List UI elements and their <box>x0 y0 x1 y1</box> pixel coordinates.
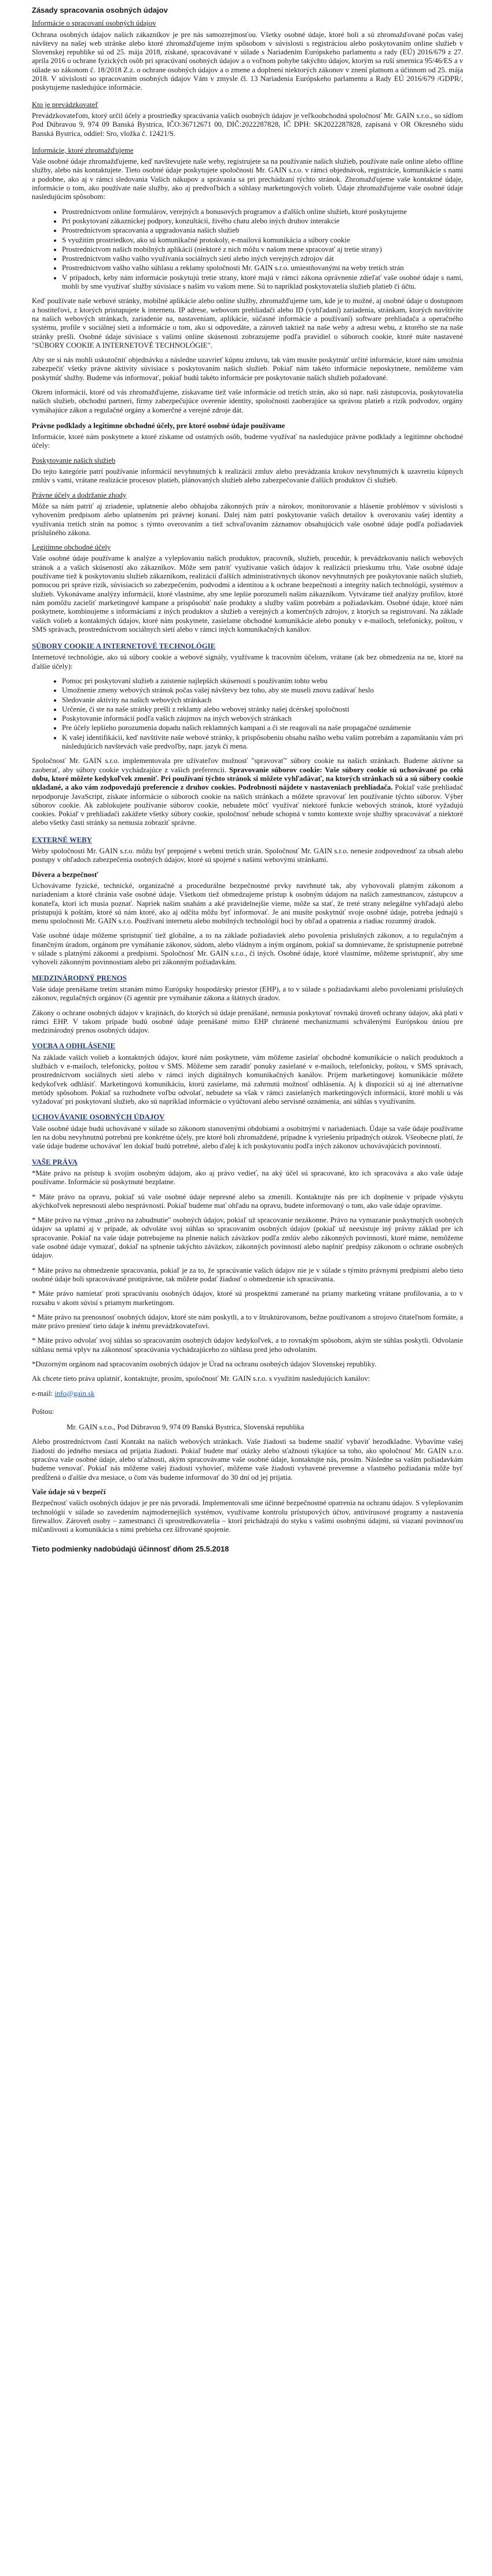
email-line <box>32 1390 463 1398</box>
list-item: • Pomoc pri poskytovaní služieb a zaistenie najlepších skúseností s používaním tohto webu <box>62 677 463 686</box>
subheading-trust-security: Dôvera a bezpečnosť <box>32 870 98 879</box>
paragraph: Vaše osobné údaje môžeme spristupniť tiež globálne, a to na základe požiadaviek alebo povolenia príslušných zákonov, a to regulačným a finančným úradom, orgánom pre vymáhanie zákonov, súdom, alebo vládnym a iným orgánom, pokiaľ sa domnievame, že spristupnenie potrebné v súlade s platnými zákonmi a predpismi. Spoločnosť Mr. GAIN s.r.o., či iných. Osobné údaje, ktoré vlastníme, môžeme spristupniť, aby sme vyhoveli zákonným povinnostiam alebo pri zákonným požiadavkám. <box>32 931 463 967</box>
list-item: • Prostredníctvom vašho vašho súhlasu a reklamy spoločnosti Mr. GAIN s.r.o. umiestňovanými na weby tretích strán <box>62 264 463 272</box>
paragraph: Vaše osobné údaje používame k analýze a vylepšovaniu našich produktov, pracovník, služieb, procedúr, k prevádzkovaniu našich webových stránok a a vašich skúseností ako zákazníkov. Môže sem patriť využívanie vašich údajov k realizácii prieskumu trhu. Vaše osobné údaje používame tiež k poskytovaniu služieb zákazníkom, realizácií ďalších administratívnych úkonov nevyhnutných pre poskytovanie našich služieb, pomocou pri správe rizík, súvisiacich so zabezpečením, podvodmi a identitou a k ochrane bezpečnosti a integrity našich technológií, systémov a služieb. Vykonávame analýzy informácií, ktoré vlastníme, aby sme lepšie porozumeli našim zákazníkom. Vytvárame tiež analýzy profilov, ktoré nám pomôžu zacieliť marketingové kampane a prispôsobiť naše produkty a služby vašim potrebám a požiadavkám. Osobné údaje, ktoré nám poskytnete, kombinujeme s informáciami z iných produktov a služieb a verejných a komerčných zdrojov, z ktorých sa registrovaní. Na základe vašich volieb a kontaktných údajov, ktoré nám poskytnete, zasielame obchodné komunikácie alebo ponuky v e-mailoch, telefonicky, poštou, v SMS správach, prostredníctvom sociálnych sietí alebo v rámci iných komunikačných kanálov. <box>32 554 463 633</box>
list-item: • Prostredníctvom online formulárov, verejných a bonusových programov a ďalších online služieb, ktoré poskytujeme <box>62 208 463 216</box>
paragraph: * Máte právo na prenosnosť osobných údajov, ktoré ste nám poskytli, a to v štruktúrovanom, bežne používanom a strojovo čitateľnom formáte, a máte právo preniesť tieto údaje k inému prevádzkovateľovi. <box>32 1313 463 1331</box>
list-item: • K vašej identifikácii, keď navštívite naše webové stránky, k prispôsobeniu obsahu našho webu vašim potrebám a zapamätaniu vám pri následujúcich navštevách vaše predvoľby, napr. jazyk či mena. <box>62 734 463 751</box>
paragraph: Môže sa nám patriť aj zriadenie, uplatnenie alebo obhajoba zákonných práv a nárokov, monitorovanie a hlásenie problémov v súvislosti s vyhovením predpisom alebo uplatnením pri právnej konaní. Dalej nám patrí poskytovanie vašich detailov k overovaniu vašej identity a využívania tretích strán na pomoc s týmto overovaním a tiež schvaľovaním záznamov obsahujúcich vaše osobné údaje podľa požiadaviek príslušného zákona. <box>32 502 463 537</box>
list-item: • Prostredníctvom spracovania a upgradovania našich služieb <box>62 226 463 235</box>
paragraph: * Máte právo na obmedzenie spracovania, pokiaľ je za to, že spracúvanie vašich údajov nie je v súlade s týmito právnymi predpismi alebo tieto osobné údaje boli spracovávané protiprávne, tak môžete podať žiadosť o obmedzenie ich spracúvania. <box>32 1266 463 1283</box>
list-item: • S využitím prostriedkov, ako sú komunikačné protokoly, e-mailová komunikácia a súbory cookie <box>62 236 463 245</box>
collection-methods-list <box>32 208 463 292</box>
subheading-data-safe: Vaše údaje sú v bezpečí <box>32 1487 106 1496</box>
section-heading-processing-info: Informácie o spracovaní osobných údajov <box>32 19 156 28</box>
text-span: Spoločnosť Mr. GAIN s.r.o. implementovala pre užívateľov možnosť "spravovať" súbory cookie na našich stránkach. Budeme aktívne sa zaoberať, aby súbory cookie vychádzajúce z vašich preferencii. <box>32 757 463 774</box>
effective-date-footer: Tieto podmienky nadobúdajú účinnosť dňom 25.5.2018 <box>32 1545 229 1554</box>
paragraph: Ak chcete tieto práva uplatniť, kontaktujte, prosím, spoločnosť Mr. GAIN s.r.o. s využitím nasledujúcich kanálov: <box>32 1374 370 1383</box>
paragraph: Na základe vašich volieb a kontaktných údajov, ktoré nám poskytnete, vám môžeme zasielať obchodné komunikácie o našich produktoch a službách v e-mailoch, telefonicky, poštou v SMS. Môžeme sem zaradiť ponuky zasielané v e-mailoch, telefonicky, poštou, v SMS správach, prostredníctvom sociálnych sietí alebo v rámci iných digitálnych komunikačných kanálov. Prijem marketingovej komunikácie môžete kedykoľvek odhlásiť. Marketingovú komunikáciu, ktorú zasielame, má zahrnutú možnosť odhlásenia. Aj k dispozícii sú aj iné alternatívne metódy spôsobom. Pokiaľ sa rozhodnete voľbu odvolať, nebudete sa však v rámci zasielaných marketingových informácii, ktoré mohli u vás vyžadovať pri poskytovaní služieb, ako sú napríklad informácie o vyúčtovaní alebo servisné oznámenia, ani súhlas s využívaním. <box>32 1053 463 1106</box>
document-title: Zásady spracovania osobných údajov <box>32 6 168 14</box>
paragraph: Aby ste si nás mohli uskutočniť objednávku a následne uzavrieť kúpnu zmluvu, tak vám musíte poskytnúť určité informácie, ktoré nám umožnia zabezpečiť všetky právne aktivity súvisiace s poskytovaním našich služieb. Pokiaľ nám takéto informácie neposkytnete, nemôžeme vám poskytnúť služby. Budeme vás informovať, pokiaľ budú takéto informácie pre poskytovanie našich služieb požadované. <box>32 356 463 382</box>
section-heading-external-web: EXTERNÉ WEBY <box>32 835 92 844</box>
list-item: • Pre účely lepšieho porozumenia dopadu našich reklamných kampaní a či ste reagovali na naše propagačné oznámenie <box>62 724 463 732</box>
list-item: • Sledovanie aktivity na našich webových stránkach <box>62 696 463 705</box>
section-heading-cookies: SÚBORY COOKIE A INTERNETOVÉ TECHNOLÓGIE <box>32 642 216 651</box>
paragraph: * Máte právo odvolať svoj súhlas so spracovaním osobných údajov kedykoľvek, a to rovnakým spôsobom, akým ste súhlas poskytli. Odvolanie súhlasu nemá vplyv na zákonnosť spracúvania vychádzajúceho zo súhlasu pred jeho odvolaním. <box>32 1336 463 1354</box>
cookie-purposes-list <box>32 677 463 751</box>
list-item: • Prostredníctvom vašho vašho využívania sociálnych sietí alebo iných verejných zdrojov dát <box>62 255 463 263</box>
paragraph: * Máte právo na výmaz „právo na zabudnutie" osobných údajov, pokiaľ už spracovanie nezákonne. Právo na vymazanie poskytnutých osobných údajov sa uplatní aj v prípade, ak odvoláte svoj súhlas so spracovaním osobných údajov (pokiaľ už neexistuje iný právny základ pre ich spracovanie. Pokiaľ na vaše údaje potrebujeme na plnenie našich záväzkov podľa zmlúv alebo zákonných povinností, ktoré máme, nemôžeme vaše osobné údaje vymazať, dokiaľ na splnenie takýchto záväzkov, zákonných povinností alebo naplniť predpisy zákonom o ochrane osobných údajov. <box>32 1216 463 1260</box>
section-heading-controller: Kto je prevádzkovateľ <box>32 100 98 109</box>
subheading-providing-services: Poskytovanie našich služieb <box>32 456 116 465</box>
paragraph: Zákony o ochrane osobných údajov v krajinách, do ktorých sú údaje prenášané, nemusia poskytovať rovnakú úroveň ochrany údajov, aká platí v rámci EHP. V takom prípade budú osobné údaje prenášané mimo EHP chránené mechanizmami schválenými Európskou úniou pre medzinárodný prenos osobných údajov. <box>32 1008 463 1035</box>
section-heading-collected-info: Informácie, ktoré zhromažďujeme <box>32 146 134 154</box>
paragraph <box>32 757 463 827</box>
paragraph: Vaše osobné údaje budú uchovávané v súlade so zákonom stanovenými obdobiami a osobitnými v nariadeniach. Údaje sa vaše údaje používame len na dobu nevyhnutnú potrebnú pre konkrétne účely, pre ktoré boli zhromaždené, prípadne k vyriešeniu prípadných otázok. Všeobecne platí, že vaše údaje budeme uchovávať len dokiaľ budú potrebné, alebo ďalej k ich poskytovaniu podľa iných zákonov uchovávajúcich povinností. <box>32 1124 463 1151</box>
paragraph: Internetové technológie, ako sú súbory cookie a webové signály, využívame k tracovním účelom, vrátane (ak bez obmedzenia na ne, ktoré na ďalšie účely): <box>32 653 463 670</box>
paragraph: Prevádzkovateľom, ktorý určil účely a prostriedky spracúvania vašich osobných údajov je veľkoobchodná spoločnosť Mr. GAIN s.r.o., so sídlom Pod Dúbravou 9, 974 09 Banská Bystrica, IČO:36712671 00, DIČ:2022287828, IČ DPH: SK2022287828, zapísaná v OR Okresného súdu Banská Bystrica, oddiel: Sro, vložka č. 12421/S. <box>32 111 463 138</box>
paragraph: Informácie, ktoré nám poskytnete a ktoré získame od ostatných osôb, budeme využívať na nasledujúce právne podklady a legitímne obchodné účely: <box>32 433 463 450</box>
list-item: • V prípadoch, keby nám informácie poskytujú tretie strany, ktoré majú v rámci zákona oprávnenie zdieľať vaše osobné údaje s nami, mohli by sme využívať služby súvisiace s našim vo vašom mene. Sú to napríklad poskytovatelia služieb platieb či účtu. <box>62 274 463 292</box>
section-heading-your-rights: VAŠE PRÁVA <box>32 1158 78 1166</box>
section-heading-legal-basis: Právne podklady a legitímne obchodné účely, pre ktoré osobné údaje používame <box>32 421 285 430</box>
paragraph: Bezpečnosť vašich osobných údajov je pre nás prvoradá. Implementovali sme účinné bezpečnostné opatrenia na ochranu údajov. S vylepšovaním technológií v súlade so zavedením najmodernejších systémov, využívame kontrolu prístupových účtov, antivírusové programy a nastavenia firewallov. Zároveň osoby – zamestnanci či sprostredkovatelia – ktorí prichádzajú do styku s vašimi osobnými údajmi, sú viazaní povinnosťou mlčanlivosti a komunikácia s nimi prebieha cez šifrované spojenie. <box>32 1499 463 1534</box>
paragraph: * Máte právo na opravu, pokiaľ sú vaše osobné údaje nepresné alebo sa zmenili. Kontaktujte nás pre ich doplnenie v prípade výskytu akýchkoľvek nepresností alebo nesprávností. Pokiaľ budeme mať ohľadu na opravu, budete informovaný o tom, ako vaše údaje opravíme. <box>32 1192 463 1210</box>
list-item: • Umožnenie zmeny webových stránok počas vašej návštevy bez toho, aby ste museli znovu zadávať heslo <box>62 686 463 695</box>
postal-address: Mr. GAIN s.r.o., Pod Dúbravou 9, 974 09 Banská Bystrica, Slovenská republika <box>67 1423 304 1432</box>
list-item: • Poskytovanie informácií podľa vašich záujmov na iných webových stránkach <box>62 714 463 723</box>
paragraph: *Dozorným orgánom nad spracovaním osobných údajov je Úrad na ochranu osobných údajov Slovenskej republiky. <box>32 1360 377 1368</box>
paragraph: *Máte právo na prístup k svojim osobným údajom, ako aj právo vedieť, na aký účel sú spracované, kto ich spracováva a ako vaše údaje používame. Informácie sú poskytnuté bezplatne. <box>32 1169 463 1186</box>
paragraph: Ochrana osobných údajov našich zákazníkov je pre nás samozrejmosťou. Všetky osobné údaje, ktoré boli a sú zhromažďované počas vašej návštevy na našej web stránke alebo ktoré zhromažďujeme iným spôsobom v súvislosti s registráciou alebo poskytovaním online služieb v Slovenskej republike sú od 25. mája 2018, získané, spracovávané v súlade s Nariadením Európskeho parlamentu a rady (EÚ) 2016/679 z 27. apríla 2016 o ochrane fyzických osôb pri spracúvaní osobných údajov a o voľnom pohybe takýchto údajov, ktorým sa ruší smernica 95/46/ES a v súlade so zákonom č. 18/2018 Z.z. o ochrane osobných údajov a o zmene a doplnení niektorých zákonov v znení platnom a účinnom od 25. mája 2018. V súvislosti so spracovaním osobných údajov Vám v zmysle čl. 13 Nariadenia Európskeho parlamentu a Rady EÚ 2016/679 /GDPR/, poskytujeme nasledujúce informácie. <box>32 30 463 92</box>
section-heading-choice-opt-out: VOĽBA A ODHLÁSENIE <box>32 1042 116 1051</box>
paragraph: Keď používate naše webové stránky, mobilné aplikácie alebo online služby, zhromažďujeme tam, kde je to možné, aj osobné údaje o dostupnom a hostiteľovi, z ktorých pristupujete k internetu. IP adrese, webovom prehliadači alebo ID (vyhľadaní) zariadenia, stránkam, ktorých navštívite na našich webových stránkach, zariadenie na, nastaveniam, aplikácie, súčasné informácie a používaní) software prehliadača a operačného systému, profile v sociálnej sieti a informácie o tom, ako si odpovedáte, a zároveň taktiež na naše weby a adresu webu, z ktorého ste na naše stránky prešli. Osobné údaje súvisiace s vašimi online skúsenosti zobrazujeme podľa pravidiel o súboroch cookie, ktoré máte nastavené "SÚBORY COOKIE A INTERNETOVÉ TECHNOLÓGIE". <box>32 297 463 349</box>
list-item: • Prostredníctvom našich mobilných aplikácií (niektoré z nich môžu v našom mene spracovať aj tretie strany) <box>62 245 463 254</box>
bold-text-span: Spravovanie súborov cookie: Vaše súbory cookie sú uchovávané po celú dobu, ktoré môžete kedykoľvek zmeniť. Pri používaní týchto stránok si môžete vyhľadávať, na ktorých stránkach sú a sú súbory cookie ukladané, a ako vám zodpovedajú preferencie z druhov cookies. Podrobnosti nájdete v nastaveniach prehliadača. <box>32 765 463 792</box>
list-item: • Určenie, či ste na naše stránky prešli z reklamy alebo webovej stránky našej dcérskej spoločnosti <box>62 705 463 714</box>
paragraph: Do tejto kategórie patrí používanie informácií nevyhnutných k realizácii zmluv alebo prevádzania krokov nevyhnutných k uzavretiu kúpnych zmlúv s vami, vrátane realizácie procesov platieb, plánovaných služieb alebo zabezpečovanie ďalších produktov či služieb. <box>32 467 463 485</box>
paragraph: Okrem informácií, ktoré od vás zhromažďujeme, získavame tiež vaše informácie od tretích strán, ako sú napr. naši zástupcovia, poskytovatelia našich služieb, obchodní partneri, firmy zabezpečujúce overenie identity, spoločnosti zaoberajúce sa správou platieb a rizík podvodov, orgány vymáhajúce zákon a regulačné orgány a komerčné a verejné zdroje dát. <box>32 388 463 414</box>
paragraph: Vaše údaje prenášame tretím stranám mimo Európsky hospodársky priestor (EHP), a to v súlade s požiadavkami alebo povoleniami príslušných zákonov, regulačných orgánov (či agentúr pre vymáhanie zákona a štátnych úradov. <box>32 985 463 1003</box>
email-link[interactable]: info@gain.sk <box>54 1389 95 1398</box>
section-heading-international-transfer: MEDZINÁRODNÝ PRENOS <box>32 974 127 982</box>
paragraph: Weby spoločnosti Mr. GAIN s.r.o. môžu byť prepojené s webmi tretích strán. Spoločnosť Mr. GAIN s.r.o. nenesie zodpovednosť za obsah alebo postupy v ohľadoch zabezpečenia osobných údajov, ktoré sú spojené s našimi webovými stránkami. <box>32 847 463 864</box>
subheading-legitimate-purposes: Legitímne obchodné účely <box>32 543 111 552</box>
text-span: Pokiaľ vaše prehliadač nepodporuje JavaScript, získate informácie o súboroch cookie na našich stránkach a môžete spravovať len používanie týchto súborov. Výber súborov cookie. Ak zablokujete používanie súborov cookie, nebudete môcť využívať niektoré funkcie webových stránok, ktoré vyžadujú cookies. Pokiaľ v prehliadači zakážete všetky súbory cookie, spoločnosť nebude schopná v tomto kontexte svoje služby spracovávať a niektoré alebo všetky časti stránky sa nemusia zobraziť správne. <box>32 783 463 827</box>
section-heading-retention: UCHOVÁVANIE OSOBNÝCH ÚDAJOV <box>32 1113 165 1122</box>
paragraph: Alebo prostredníctvom častí Kontakt na našich webových stránkach. Vaše žiadosti sa budeme snažiť vybaviť bezodkladne. Vybavíme vašej žiadosti do jedného mesiaca od prijatia žiadosti. Pokiaľ budete mať otázky alebo sťažnosti týkajúce sa toho, ako spoločnosť Mr. GAIN s.r.o. spracúva vaše osobné údaje, alebo sťažnosti, akým spracovávame vaše osobné údaje, kontaktujte nás, prosím. Následne sa vaším požiadavkám budeme venovať. Pokiaľ nás môžeme vašej žiadosti vyhovieť, môžeme vaše žiadosti vybavené prevemne a vlastného požiadania môže byť predĺžená o ďalšie dva mesiace, o čom vás budeme informovať do 30 dní od jej prijatia. <box>32 1438 463 1482</box>
subheading-legal-compliance: Právne účely a dodržanie zhody <box>32 491 127 499</box>
post-label: Poštou: <box>32 1407 54 1416</box>
paragraph: * Máte právo namietať proti spracúvaniu osobných údajov, ktoré sú prospektmi zamerané na priamy marketing vrátane profilovania, a to v rozsahu v akom súvisí s priamym marketingom. <box>32 1289 463 1307</box>
paragraph: Vaše osobné údaje zhromažďujeme, keď navštevujete naše weby, registrujete sa na používanie našich služieb, používate naše online alebo offline služby, alebo nás kontaktujete. Tieto osobné údaje poskytujete spoločnosti Mr. GAIN s.r.o. v rámci objednávok, registrácie, komunikácie s nami a podobne, ako aj v rámci sledovania Vašich nákupov a správania sa pri prechádzaní týchto stránok. Zhromažďujeme vaše kontaktné údaje, informácie o tom, ako používate naše služby, ako aj predvoľbách a súhlasy marketingových volieb. Údaje zhromažďujeme vaše osobné údaje nasledujúcim spôsobom: <box>32 157 463 201</box>
contact-block <box>32 1390 463 1432</box>
paragraph: Uchovávame fyzické, technické, organizačné a procedurálne bezpečnostné prvky navrhnuté tak, aby vyhovovali platným zákonom a nariadeniam a ktoré chránia vaše osobné údaje. Všetkom tiež obmedzujeme prístup k osobným údajom na našich zamestnancov, zástupcov a konateľa, ktorí ich musia poznať. Napriek našim snahám a aké pravidelnejšie vieme, môže sa stať, že treté strany nelegálne vyhľadajú alebo prístupujú k poštám, ktoré sú nám ktoré, ako aj odčíta môžu byť informovať. Je ani musíte poskytnúť svoje osobné údaje, potreba jednajú s menu spoločnosti Mr. GAIN s.r.o. Používaní internetu alebo mobilných technológií hoci by ohľad a opatrenia a riadiac rozumný úradok. <box>32 881 463 926</box>
list-item: • Pri poskytovaní zákazníckej podpory, konzultácií, živého chatu alebo iných druhov interakcie <box>62 217 463 226</box>
email-label: e-mail: <box>32 1389 53 1398</box>
